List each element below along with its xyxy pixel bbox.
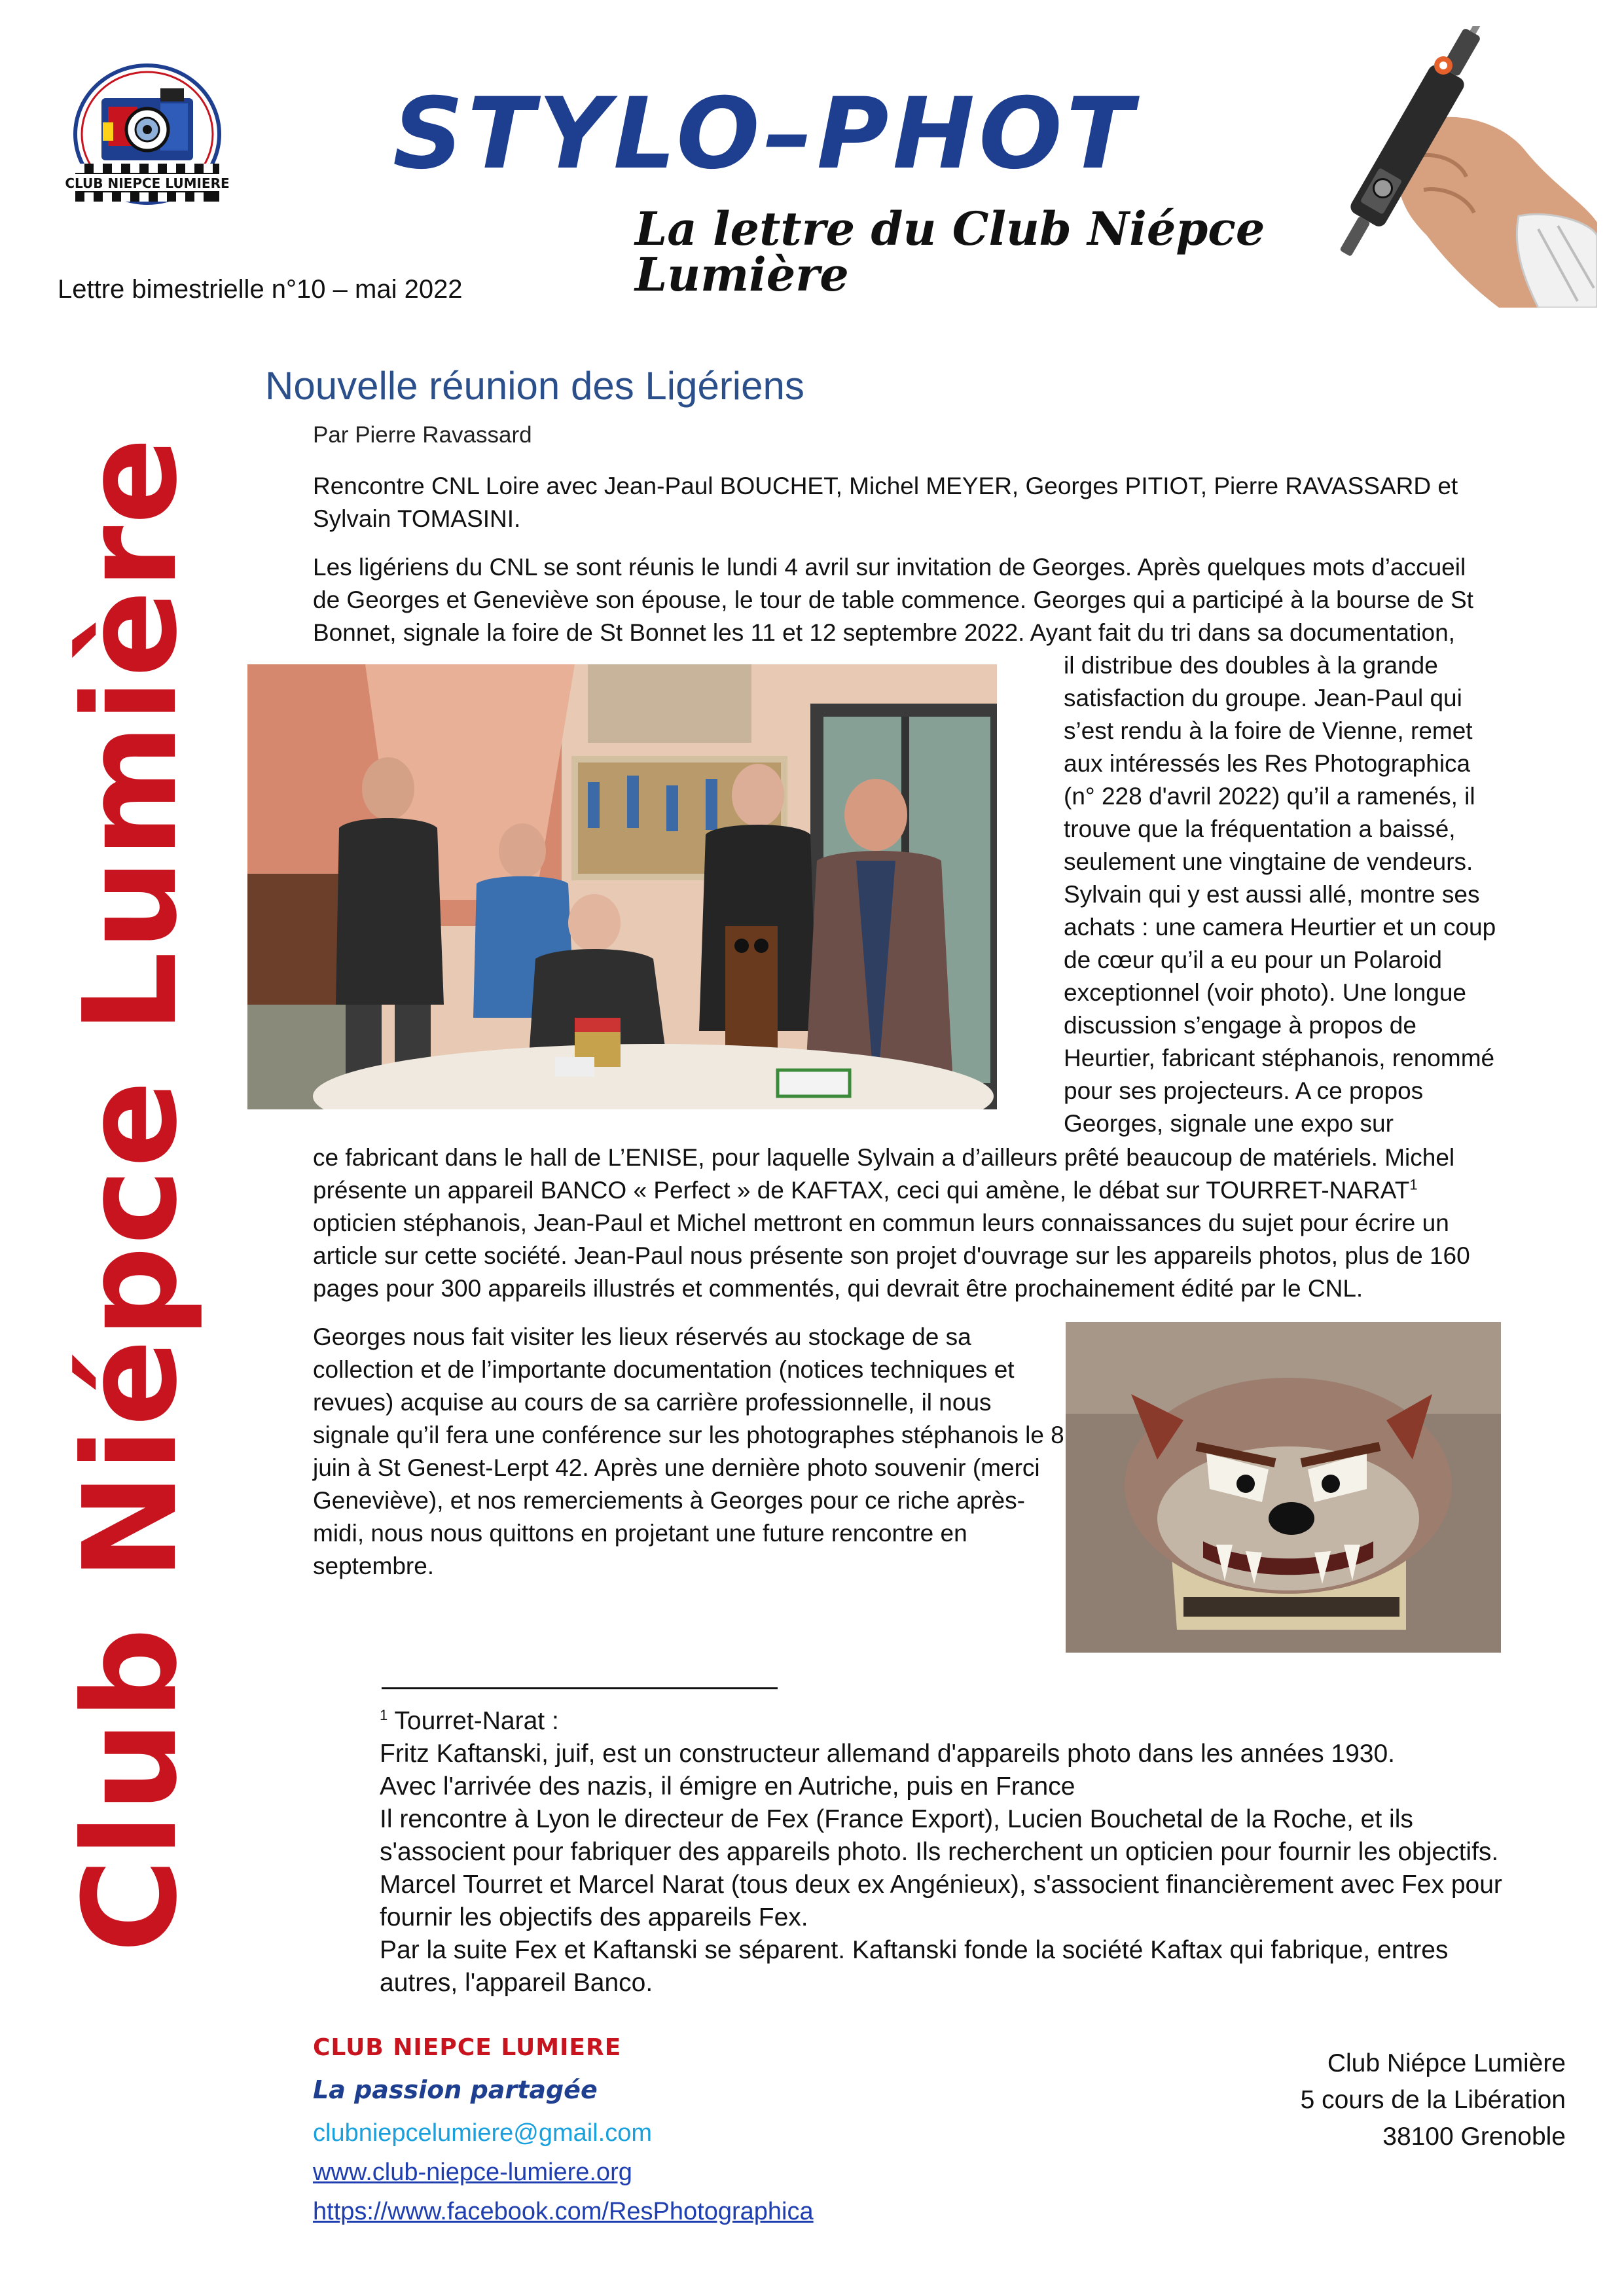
article-paragraph-1: Les ligériens du CNL se sont réunis le lundi 4 avril sur invitation de Georges. Après quelques mots d’accueil de Georges et Geneviève son épouse, le tour de table commence. Georges qui a participé à la bourse de St Bonnet, signale la foire de St Bonnet les 11 et 12 septembre 2022. Ayant fait du tri dans sa documentation, <box>313 554 1473 646</box>
footnote-line: Marcel Tourret et Marcel Narat (tous deux ex Angénieux), s'associent financièrement avec Fex pour fournir les objectifs des appareils Fex. <box>380 1871 1502 1931</box>
article-paragraph-2-part-b: opticien stéphanois, Jean-Paul et Michel mettront en commun leurs connaissances du sujet pour écrire un article sur cette société. Jean-Paul nous présente son projet d'ouvrage sur les appareils photos, plus de 160 pages pour 300 appareils illustrés et commentés, qui devrait être prochainement édité par le CNL. <box>313 1210 1470 1302</box>
footnote-heading: Tourret-Narat : <box>388 1707 559 1735</box>
footnote-line: Avec l'arrivée des nazis, il émigre en Autriche, puis en France <box>380 1772 1075 1801</box>
issue-line: Lettre bimestrielle n°10 – mai 2022 <box>58 275 463 304</box>
tasmanian-devil-polaroid-camera-photo <box>1066 1322 1501 1653</box>
vertical-club-title: Club Niépce Lumière <box>56 436 206 1953</box>
article-headline: Nouvelle réunion des Ligériens <box>265 364 804 408</box>
footnote-ref[interactable]: 1 <box>1409 1176 1418 1193</box>
website-link[interactable]: www.club-niepce-lumiere.org <box>313 2159 632 2186</box>
masthead-title: STYLO–PHOT <box>393 77 1138 191</box>
footer-motto: La passion partagée <box>313 2075 598 2104</box>
footnote-marker: 1 <box>380 1707 388 1723</box>
article-paragraph-2-part-a: ce fabricant dans le hall de L’ENISE, pour laquelle Sylvain a d’ailleurs prêté beaucoup de matériels. Michel présente un appareil BANCO « Perfect » de KAFTAX, ceci qui amène, le débat sur TOURRET-NARAT <box>313 1144 1455 1204</box>
footer-address <box>1178 2045 1566 2155</box>
footer-contact <box>313 2034 902 2231</box>
footnote-line: Fritz Kaftanski, juif, est un constructeur allemand d'appareils photo dans les années 1930. <box>380 1740 1396 1768</box>
address-line: Club Niépce Lumière <box>1327 2049 1566 2077</box>
footnote-line: Par la suite Fex et Kaftanski se séparent. Kaftanski fonde la société Kaftax qui fabrique, entres autres, l'appareil Banco. <box>380 1936 1449 1997</box>
vertical-sidebar <box>56 432 206 1957</box>
masthead-tagline: La lettre du Club Niépce Lumière <box>635 202 1265 302</box>
article-intro: Rencontre CNL Loire avec Jean-Paul BOUCHET, Michel MEYER, Georges PITIOT, Pierre RAVASSARD et Sylvain TOMASINI. <box>313 473 1458 532</box>
footnote <box>380 1705 1532 2000</box>
hand-holding-pen-camera-icon <box>1303 26 1597 308</box>
article-byline: Par Pierre Ravassard <box>313 422 532 448</box>
address-line: 5 cours de la Libération <box>1300 2086 1566 2114</box>
article-paragraph-2 <box>313 1141 1498 1305</box>
article-paragraph-wrap: il distribue des doubles à la grande satisfaction du groupe. Jean-Paul qui s’est rendu à la foire de Vienne, remet aux intéressés les Res Photographica (n° 228 d'avril 2022) qu’il a ramenés, il trouve que la fréquentation a baissé, seulement une vingtaine de vendeurs. Sylvain qui y est aussi allé, montre ses achats : une camera Heurtier et un coup de cœur qu’il a eu pour un Polaroid exceptionnel (voir photo). Une longue discussion s’engage à propos de Heurtier, fabricant stéphanois, renommé pour ses projecteurs. A ce propos Georges, signale une expo sur <box>1064 652 1496 1137</box>
address-line: 38100 Grenoble <box>1382 2123 1566 2151</box>
logo-ring-text: CLUB NIEPCE LUMIERE <box>65 175 230 191</box>
group-photo <box>247 664 997 1109</box>
email-link[interactable]: clubniepcelumiere@gmail.com <box>313 2119 653 2147</box>
club-logo <box>62 62 232 216</box>
footnote-separator <box>382 1687 778 1689</box>
camera-logo-icon <box>62 62 232 216</box>
footnote-line: Il rencontre à Lyon le directeur de Fex (France Export), Lucien Bouchetal de la Roche, et ils s'associent pour fabriquer des appareils photo. Ils recherchent un opticien pour fournir les objectifs. <box>380 1805 1499 1866</box>
facebook-link[interactable]: https://www.facebook.com/ResPhotographica <box>313 2198 814 2225</box>
article-paragraph-3: Georges nous fait visiter les lieux réservés au stockage de sa collection et de l’importante documentation (notices techniques et revues) acquise au cours de sa carrière professionnelle, il nous signale qu’il fera une conférence sur les photographes stéphanois le 8 juin à St Genest-Lerpt 42. Après une dernière photo souvenir (merci Geneviève), et nos remerciements à Georges pour ce riche après-midi, nous nous quittons en projetant une future rencontre en septembre. <box>313 1323 1064 1579</box>
footer-club-name: CLUB NIEPCE LUMIERE <box>313 2034 622 2061</box>
